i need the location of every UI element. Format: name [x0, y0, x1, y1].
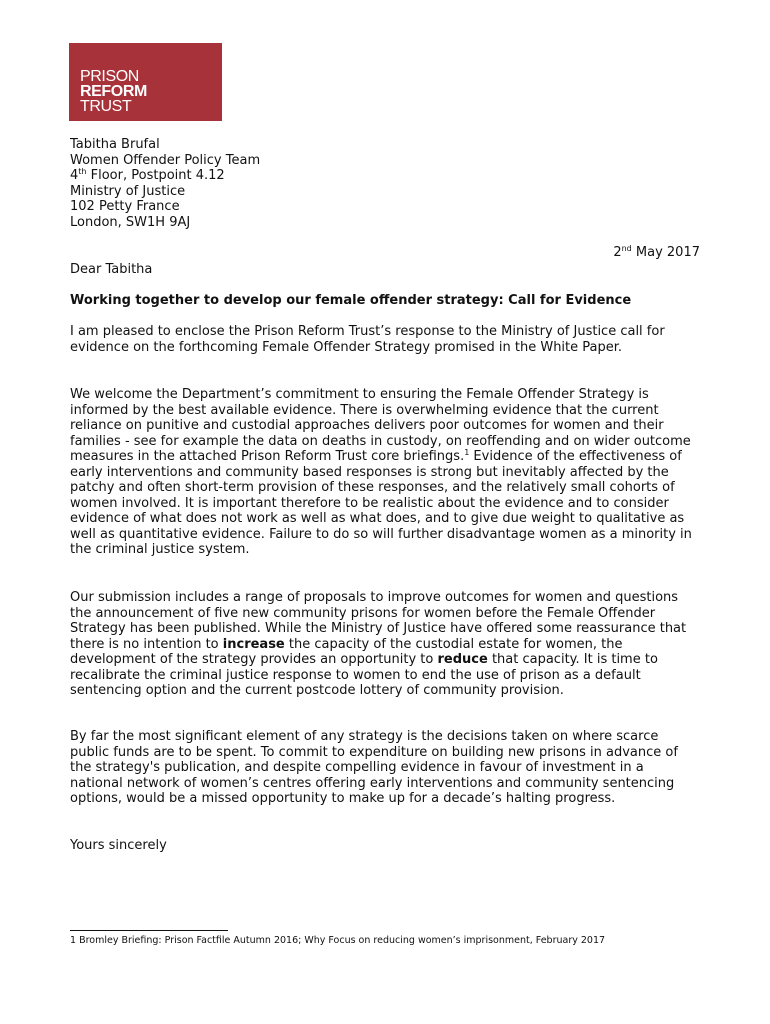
paragraph-proposals: Our submission includes a range of proposals to improve outcomes for women and questions the announcement of five new community prisons for women before the Female Offender Strategy has been published. While the Ministry of Justice have offered some reassurance that there is no intention to increase the capacity of the custodial estate for women, the development of the strategy provides an opportunity to reduce that capacity. It is time to recalibrate the criminal justice response to women to end the use of prison as a default sentencing option and the current postcode lottery of community provision.	[70, 590, 687, 698]
subject-line: Working together to develop our female offender strategy: Call for Evidence	[70, 293, 632, 308]
recipient-team: Women Offender Policy Team	[70, 152, 261, 168]
footnote-divider	[70, 930, 228, 931]
recipient-city: London, SW1H 9AJ	[70, 214, 191, 230]
logo-line-trust: TRUST	[80, 98, 132, 115]
emphasis-increase: increase	[222, 636, 285, 652]
logo-line-reform: REFORM	[80, 83, 147, 100]
recipient-street: 102 Petty France	[70, 199, 180, 214]
recipient-floor: 4th Floor, Postpoint 4.12	[70, 167, 225, 183]
recipient-org: Ministry of Justice	[70, 183, 186, 199]
paragraph-intro: I am pleased to enclose the Prison Reform Trust’s response to the Ministry of Justice call for evidence on the forthcoming Female Offender Strategy promised in the White Paper.	[70, 324, 665, 355]
footnote: 1 Bromley Briefing: Prison Factfile Autumn 2016; Why Focus on reducing women’s imprisonment, February 2017	[70, 935, 606, 946]
greeting: Dear Tabitha	[70, 262, 153, 277]
prison-reform-trust-logo	[69, 43, 222, 121]
emphasis-reduce: reduce	[437, 652, 488, 667]
footnote-reference: 1	[464, 448, 470, 457]
closing: Yours sincerely	[70, 838, 167, 853]
logo-line-prison: PRISON	[80, 68, 139, 85]
recipient-name: Tabitha Brufal	[70, 137, 160, 152]
letter-date: 2nd May 2017	[613, 244, 700, 260]
paragraph-evidence: We welcome the Department’s commitment to ensuring the Female Offender Strategy is informed by the best available evidence. There is overwhelming evidence that the current reliance on punitive and custodial approaches delivers poor outcomes for women and their families - see for example the data on deaths in custody, on reoffending and on wider outcome measures in the attached Prison Reform Trust core briefings.$^1$ Evidence of the effectiveness of early interventions and community based responses is strong but inevitably affected by the patchy and often short-term provision of these responses, and the relatively small cohorts of women involved. It is important therefore to be realistic about the evidence and to consider evidence of what does not work as well as what does, and to give due weight to qualitative as well as quantitative evidence. Failure to do so will further disadvantage women as a minority in the criminal justice system.	[70, 387, 692, 557]
recipient-address	[70, 137, 700, 230]
paragraph-funding: By far the most significant element of any strategy is the decisions taken on where scarce public funds are to be spent. To commit to expenditure on building new prisons in advance of the strategy's publication, and despite compelling evidence in favour of investment in a national network of women’s centres offering early interventions and community sentencing options, would be a missed opportunity to make up for a decade’s halting progress.	[70, 729, 678, 806]
